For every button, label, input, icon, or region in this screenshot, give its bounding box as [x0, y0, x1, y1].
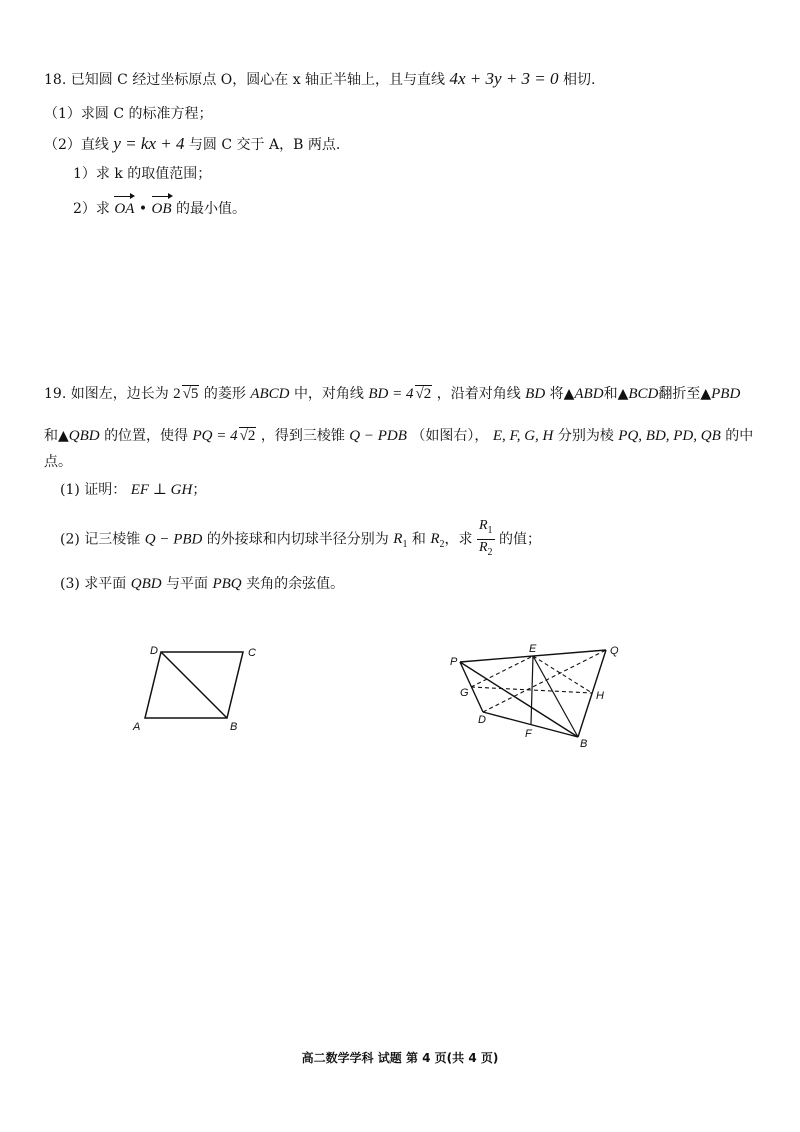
pyramid-name: Q − PDB — [349, 428, 407, 444]
q18-line-equation: 4x + 3y + 3 = 0 — [449, 69, 559, 88]
side-coefficient: 2 — [173, 386, 181, 402]
plane-qbd: QBD — [130, 576, 162, 592]
q19-text-1: 的菱形 — [203, 386, 246, 402]
q19-line2-and: 和 — [44, 428, 58, 444]
r2 — [430, 531, 445, 551]
plane-pbq: PBQ — [212, 576, 242, 592]
segment-ef — [531, 656, 533, 724]
pyramid-name-2: Q − PBD — [144, 531, 203, 548]
q18-number: 18. — [44, 72, 67, 88]
ef-perp-gh: EF ⊥ GH — [130, 482, 193, 498]
triangle-symbol: ▲ — [563, 386, 575, 402]
side-sqrt: √5 — [182, 386, 199, 402]
page-footer: 高二数学学科 试题 第 4 页(共 4 页) — [301, 1051, 499, 1065]
diagonal-bd: BD — [525, 386, 546, 402]
r1-subscript: 1 — [402, 539, 408, 551]
edges-list: PQ, BD, PD, QB — [618, 428, 721, 444]
q19-part-2-label: (2) 记三棱锥 — [60, 531, 141, 548]
label-c: C — [248, 647, 256, 659]
triangle-bcd: BCD — [628, 386, 659, 402]
rhombus-name: ABCD — [250, 386, 290, 402]
dot-product-symbol: • — [138, 201, 148, 217]
q19-stem-line-3: 点。 — [44, 454, 72, 470]
triangle-symbol: ▲ — [700, 386, 712, 402]
q19-text-4: 将 — [549, 386, 564, 402]
q19-part-3 — [60, 574, 344, 594]
label-a: A — [133, 721, 141, 733]
bd-equation: BD = 4 — [368, 386, 414, 402]
fraction-numerator — [477, 518, 495, 540]
q19-part-1-end: ； — [192, 482, 207, 498]
midpoints: E, F, G, H — [492, 428, 554, 444]
diagonal-db — [161, 652, 227, 718]
q19-part-3-end: 夹角的余弦值。 — [246, 576, 345, 592]
rhombus-figure — [128, 640, 268, 740]
q19-number: 19. 如图左，边长为 — [44, 386, 169, 402]
triangle-pbd: PBD — [711, 386, 741, 402]
r1 — [393, 531, 408, 551]
q18-part-1: （1）求圆 C 的标准方程； — [44, 106, 213, 122]
pq-sqrt: √2 — [239, 428, 256, 444]
q19-part-2-ask: ，求 — [444, 531, 473, 548]
q19-stem-line-1 — [44, 384, 740, 404]
vector-oa: OA — [114, 201, 135, 217]
q19-text-3: ，沿着对角线 — [436, 386, 521, 402]
den-letter: R — [478, 539, 488, 555]
r1-letter: R — [393, 531, 403, 548]
triangle-symbol: ▲ — [617, 386, 629, 402]
label-q: Q — [610, 645, 619, 657]
q19-part-2-text: 的外接球和内切球半径分别为 — [206, 531, 389, 548]
label-b2: B — [580, 738, 588, 750]
q19-line2-text-5: 的中 — [725, 428, 754, 444]
q19-part-1 — [60, 480, 206, 500]
pq-radicand: 2 — [247, 428, 256, 444]
q19-text-5: 翻折至 — [658, 386, 701, 402]
q19-and: 和 — [603, 386, 618, 402]
q18-text-1: 已知圆 C 经过坐标原点 O，圆心在 x 轴正半轴上，且与直线 — [70, 72, 446, 88]
side-radicand: 5 — [190, 386, 199, 402]
q19-text-2: 中，对角线 — [293, 386, 364, 402]
label-d2: D — [478, 714, 486, 726]
label-b: B — [230, 721, 238, 733]
fraction-denominator — [477, 540, 495, 561]
label-p: P — [450, 656, 458, 668]
q19-line2-text-2: ，得到三棱锥 — [260, 428, 345, 444]
num-letter: R — [478, 518, 488, 533]
label-h: H — [596, 690, 604, 702]
label-g: G — [460, 687, 469, 699]
label-d: D — [150, 645, 158, 657]
q18-text-2: 相切. — [562, 72, 596, 88]
q19-stem-line-2 — [44, 426, 753, 446]
q18-sub-2 — [73, 199, 246, 219]
q19-part-1-label: (1) 证明： — [60, 482, 127, 498]
label-f: F — [525, 728, 532, 740]
q19-line2-text-3: （如图右）， — [411, 428, 489, 444]
num-sub: 1 — [487, 524, 493, 536]
vector-ob: OB — [151, 201, 172, 217]
pyramid-figure — [446, 640, 626, 750]
bd-sqrt: √2 — [415, 386, 432, 402]
bd-radicand: 2 — [423, 386, 432, 402]
r2-subscript: 2 — [439, 539, 445, 551]
q19-part-2 — [60, 518, 541, 562]
q18-part-2 — [44, 134, 340, 155]
q19-part-2-and: 和 — [411, 531, 426, 548]
q18-stem — [44, 69, 595, 90]
q18-sub-2-label: 2）求 — [73, 201, 110, 217]
triangle-qbd: QBD — [68, 428, 100, 444]
edge-dq — [483, 650, 606, 712]
den-sub: 2 — [487, 546, 493, 558]
q18-sub-2-text: 的最小值。 — [176, 201, 246, 217]
triangle-abd: ABD — [574, 386, 604, 402]
pq-equation: PQ = 4 — [192, 428, 238, 444]
q18-part-2-text: 与圆 C 交于 A，B 两点. — [188, 137, 341, 153]
q19-line2-text-1: 的位置，使得 — [104, 428, 189, 444]
q19-part-2-end: 的值； — [498, 531, 541, 548]
label-e: E — [529, 643, 537, 655]
segment-eb — [533, 656, 578, 737]
q19-line2-text-4: 分别为棱 — [557, 428, 614, 444]
triangle-symbol: ▲ — [58, 428, 69, 444]
r2-letter: R — [430, 531, 440, 548]
q18-line2-equation: y = kx + 4 — [113, 134, 185, 153]
q18-part-2-label: （2）直线 — [44, 137, 109, 153]
q18-sub-1: 1）求 k 的取值范围； — [73, 166, 212, 182]
q19-part-3-label: (3) 求平面 — [60, 576, 127, 592]
q19-part-3-text: 与平面 — [166, 576, 209, 592]
ratio-fraction — [477, 518, 495, 561]
